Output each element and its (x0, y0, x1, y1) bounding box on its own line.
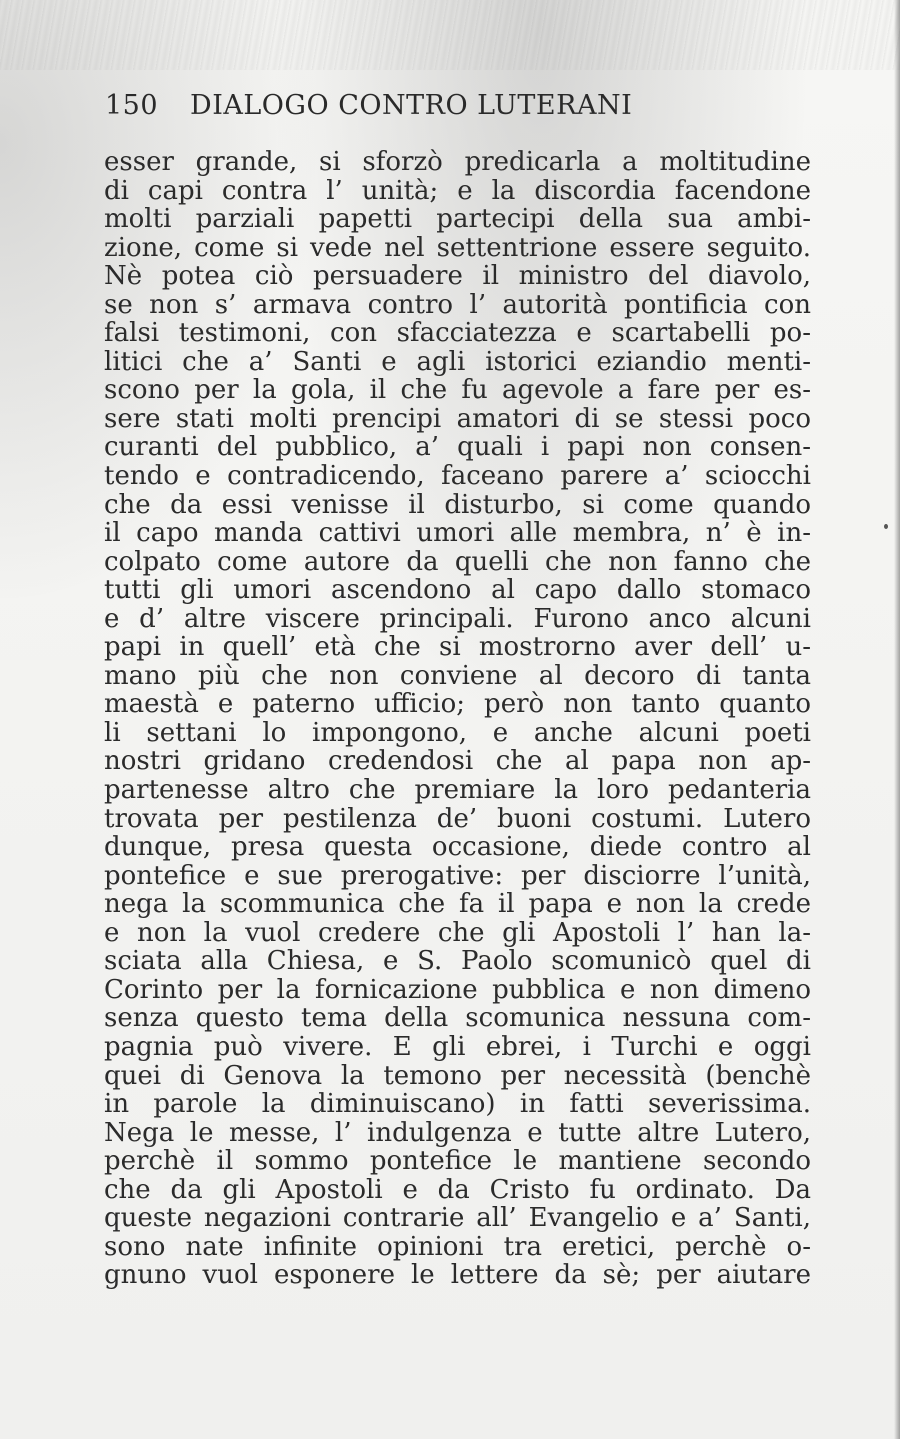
margin-speck (884, 524, 888, 529)
text-line: colpato come autore da quelli che non fanno che (104, 546, 811, 577)
text-line: nostri gridano credendosi che al papa non ap- (104, 746, 811, 777)
text-line: il capo manda cattivi umori alle membra, n’ è in- (104, 518, 811, 549)
text-line: di capi contra l’ unità; e la discordia facendone (104, 175, 811, 206)
text-line: se non s’ armava contro l’ autorità pontificia con (104, 289, 811, 320)
scan-noise-top (0, 0, 900, 70)
text-line: sere stati molti prencipi amatori di se stessi poco (104, 403, 811, 434)
text-line: papi in quell’ età che si mostrorno aver dell’ u- (104, 632, 811, 663)
text-line: mano più che non conviene al decoro di tanta (104, 660, 811, 691)
page-edge-shadow (894, 0, 900, 1439)
text-line: Nega le messe, l’ indulgenza e tutte altre Lutero, (104, 1117, 811, 1148)
text-line: falsi testimoni, con sfacciatezza e scartabelli po- (104, 318, 811, 349)
body-text (104, 148, 811, 1290)
text-line: dunque, presa questa occasione, diede contro al (104, 832, 811, 863)
text-line: Corinto per la fornicazione pubblica e non dimeno (104, 974, 811, 1005)
text-line: zione, come si vede nel settentrione essere seguito. (104, 232, 811, 263)
page-number: 150 (105, 90, 159, 121)
text-line: li settani lo impongono, e anche alcuni poeti (104, 717, 811, 748)
text-line: in parole la diminuiscano) in fatti severissima. (104, 1089, 811, 1120)
text-line: pagnia può vivere. E gli ebrei, i Turchi e oggi (104, 1031, 811, 1062)
text-line: quei di Genova la temono per necessità (benchè (104, 1060, 811, 1091)
text-line: molti parziali papetti partecipi della sua ambi- (104, 204, 811, 235)
text-line: sono nate infinite opinioni tra eretici, perchè o- (104, 1231, 811, 1262)
text-line: nega la scommunica che fa il papa e non la crede (104, 889, 811, 920)
text-line: tendo e contradicendo, faceano parere a’ sciocchi (104, 461, 811, 492)
text-line: tutti gli umori ascendono al capo dallo stomaco (104, 575, 811, 606)
text-line: curanti del pubblico, a’ quali i papi non consen- (104, 432, 811, 463)
running-head (105, 90, 632, 121)
text-line: perchè il sommo pontefice le mantiene secondo (104, 1146, 811, 1177)
text-line: queste negazioni contrarie all’ Evangelio e a’ Santi, (104, 1203, 811, 1234)
text-line: pontefice e sue prerogative: per disciorre l’unità, (104, 860, 811, 891)
text-line: trovata per pestilenza de’ buoni costumi. Lutero (104, 803, 811, 834)
text-line: Nè potea ciò persuadere il ministro del diavolo, (104, 261, 811, 292)
text-line: maestà e paterno ufficio; però non tanto quanto (104, 689, 811, 720)
text-line: che da essi venisse il disturbo, si come quando (104, 489, 812, 520)
text-line: che da gli Apostoli e da Cristo fu ordinato. Da (104, 1174, 811, 1205)
text-line: partenesse altro che premiare la loro pedanteria (104, 775, 811, 806)
running-title: DIALOGO CONTRO LUTERANI (190, 90, 633, 121)
text-line: esser grande, si sforzò predicarla a moltitudine (104, 147, 811, 177)
text-line: litici che a’ Santi e agli istorici eziandio menti- (104, 346, 811, 377)
text-line: gnuno vuol esponere le lettere da sè; per aiutare (104, 1260, 811, 1291)
text-line: sciata alla Chiesa, e S. Paolo scomunicò quel di (104, 946, 811, 977)
text-line: e non la vuol credere che gli Apostoli l’ han la- (104, 917, 811, 948)
text-line: scono per la gola, il che fu agevole a fare per es- (104, 375, 812, 406)
text-line: senza questo tema della scomunica nessuna com- (104, 1003, 811, 1034)
text-line: e d’ altre viscere principali. Furono anco alcuni (104, 603, 811, 634)
